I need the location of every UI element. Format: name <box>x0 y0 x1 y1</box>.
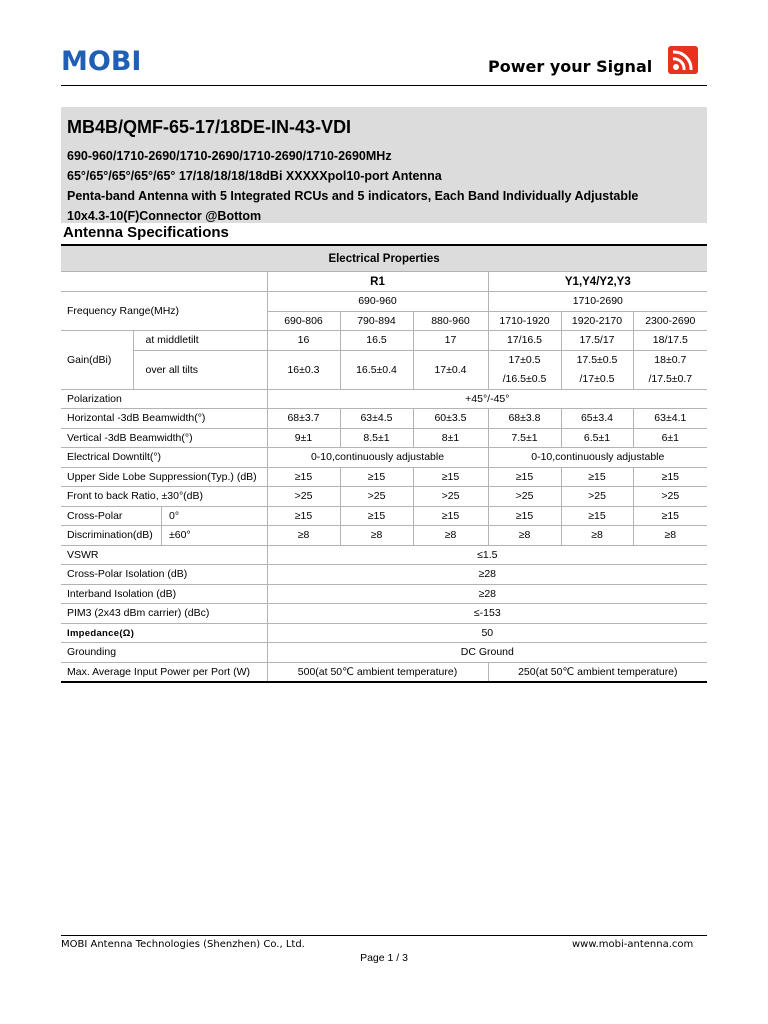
table-row <box>61 565 707 585</box>
vbw-value: 7.5±1 <box>488 428 561 448</box>
table-row <box>61 331 707 351</box>
ibi-value: ≥28 <box>267 584 707 604</box>
gain-value <box>561 350 633 389</box>
gain-value: 17/16.5 <box>488 331 561 351</box>
xpd-value: ≥15 <box>413 506 488 526</box>
gain-value: 16.5 <box>340 331 413 351</box>
polarization-label: Polarization <box>61 389 267 409</box>
polarization-value: +45°/-45° <box>267 389 707 409</box>
table-row <box>61 428 707 448</box>
grounding-value: DC Ground <box>267 643 707 663</box>
grounding-label: Grounding <box>61 643 267 663</box>
footer-url[interactable]: www.mobi-antenna.com <box>572 939 694 950</box>
xpd-value: ≥8 <box>488 526 561 546</box>
header-divider <box>61 85 707 86</box>
ftb-value: >25 <box>488 487 561 507</box>
table-row <box>61 643 707 663</box>
vbw-value: 6±1 <box>633 428 707 448</box>
xpd-value: ≥15 <box>267 506 340 526</box>
gain-value: 17.5/17 <box>561 331 633 351</box>
hbw-value: 68±3.7 <box>267 409 340 429</box>
company-logo: MOBI <box>61 46 142 77</box>
gain-value <box>633 350 707 389</box>
hbw-value: 65±3.4 <box>561 409 633 429</box>
xpd-angle: ±60° <box>169 529 191 541</box>
ftb-value: >25 <box>413 487 488 507</box>
vswr-label: VSWR <box>61 545 267 565</box>
downtilt-value: 0-10,continuously adjustable <box>488 448 707 468</box>
xpd-value: ≥8 <box>340 526 413 546</box>
xpi-label: Cross-Polar Isolation (dB) <box>61 565 267 585</box>
gain-value-line: /17.5±0.7 <box>648 372 693 385</box>
xpd-value: ≥15 <box>633 506 707 526</box>
spec-table <box>61 244 707 683</box>
hbw-value: 60±3.5 <box>413 409 488 429</box>
downtilt-value: 0-10,continuously adjustable <box>267 448 488 468</box>
product-model: MB4B/QMF-65-17/18DE-IN-43-VDI <box>67 117 352 137</box>
usls-value: ≥15 <box>488 467 561 487</box>
gain-value: 16±0.3 <box>267 350 340 389</box>
xpd-value: ≥8 <box>413 526 488 546</box>
sub-band: 690-806 <box>267 311 340 331</box>
table-row <box>61 623 707 643</box>
hbw-value: 63±4.1 <box>633 409 707 429</box>
gain-value-line: /17±0.5 <box>579 372 615 385</box>
gain-value: 18/17.5 <box>633 331 707 351</box>
table-row <box>61 409 707 429</box>
xpd-value: ≥15 <box>561 506 633 526</box>
sub-band: 1920-2170 <box>561 311 633 331</box>
impedance-value: 50 <box>267 623 707 643</box>
footer-divider <box>61 935 707 936</box>
table-row <box>61 350 707 389</box>
vbw-value: 9±1 <box>267 428 340 448</box>
usls-label: Upper Side Lobe Suppression(Typ.) (dB) <box>61 467 267 487</box>
product-beam-line: 65°/65°/65°/65°/65° 17/18/18/18/18dBi XXXXXpol10-port Antenna <box>67 169 442 183</box>
tagline: Power your Signal <box>488 57 653 76</box>
xpd-label-line2: Discrimination(dB) <box>61 526 162 545</box>
vbw-value: 6.5±1 <box>561 428 633 448</box>
xpd-angle: 0° <box>169 509 180 522</box>
table-corner <box>61 272 267 292</box>
usls-value: ≥15 <box>267 467 340 487</box>
section-title: Antenna Specifications <box>63 224 229 241</box>
footer-company: MOBI Antenna Technologies (Shenzhen) Co., Ltd. <box>61 939 305 950</box>
vswr-value: ≤1.5 <box>267 545 707 565</box>
hbw-value: 63±4.5 <box>340 409 413 429</box>
power-value: 500(at 50℃ ambient temperature) <box>267 662 488 682</box>
hbw-label: Horizontal -3dB Beamwidth(°) <box>61 409 267 429</box>
ftb-label: Front to back Ratio, ±30°(dB) <box>61 487 267 507</box>
table-row <box>61 584 707 604</box>
table-row <box>61 467 707 487</box>
freq-label: Frequency Range(MHz) <box>61 292 267 331</box>
band-r1: R1 <box>267 272 488 292</box>
gain-value-line: 17±0.5 <box>508 353 541 366</box>
table-row <box>61 604 707 624</box>
xpd-value: ≥8 <box>561 526 633 546</box>
gain-value: 17 <box>413 331 488 351</box>
vbw-value: 8.5±1 <box>340 428 413 448</box>
product-title-box <box>61 107 707 223</box>
downtilt-label: Electrical Downtilt(°) <box>61 448 267 468</box>
vbw-label: Vertical -3dB Beamwidth(°) <box>61 428 267 448</box>
table-row <box>61 506 707 526</box>
ftb-value: >25 <box>633 487 707 507</box>
gain-value: 17±0.4 <box>413 350 488 389</box>
gain-value: 16.5±0.4 <box>340 350 413 389</box>
sub-band: 790-894 <box>340 311 413 331</box>
gain-value: 16 <box>267 331 340 351</box>
table-caption: Electrical Properties <box>61 245 707 272</box>
xpi-value: ≥28 <box>267 565 707 585</box>
table-row <box>61 487 707 507</box>
gain-label: Gain(dBi) <box>61 331 133 390</box>
xpd-value: ≥15 <box>488 506 561 526</box>
xpd-label-line1: Cross-Polar <box>61 507 162 526</box>
pim-label: PIM3 (2x43 dBm carrier) (dBc) <box>61 604 267 624</box>
gain-value-line: 17.5±0.5 <box>576 353 618 366</box>
table-row <box>61 545 707 565</box>
freq-range-y: 1710-2690 <box>488 292 707 312</box>
xpd-value: ≥8 <box>633 526 707 546</box>
hbw-value: 68±3.8 <box>488 409 561 429</box>
table-row <box>61 448 707 468</box>
usls-value: ≥15 <box>561 467 633 487</box>
pim-value: ≤-153 <box>267 604 707 624</box>
table-row <box>61 526 707 546</box>
table-row <box>61 389 707 409</box>
band-y: Y1,Y4/Y2,Y3 <box>488 272 707 292</box>
ftb-value: >25 <box>340 487 413 507</box>
ibi-label: Interband Isolation (dB) <box>61 584 267 604</box>
power-value: 250(at 50℃ ambient temperature) <box>488 662 707 682</box>
rss-signal-icon <box>668 46 698 74</box>
impedance-label: Impedance(Ω) <box>67 627 135 639</box>
freq-range-r1: 690-960 <box>267 292 488 312</box>
xpd-value: ≥15 <box>340 506 413 526</box>
gain-alltilts-label: over all tilts <box>133 350 267 389</box>
ftb-value: >25 <box>267 487 340 507</box>
gain-value-line: 18±0.7 <box>654 353 687 366</box>
usls-value: ≥15 <box>413 467 488 487</box>
usls-value: ≥15 <box>340 467 413 487</box>
xpd-value: ≥8 <box>267 526 340 546</box>
vbw-value: 8±1 <box>413 428 488 448</box>
ftb-value: >25 <box>561 487 633 507</box>
power-label: Max. Average Input Power per Port (W) <box>61 662 267 682</box>
sub-band: 880-960 <box>413 311 488 331</box>
gain-middletilt-label: at middletilt <box>133 331 267 351</box>
gain-value-line: /16.5±0.5 <box>502 372 547 385</box>
sub-band: 1710-1920 <box>488 311 561 331</box>
product-frequency-line: 690-960/1710-2690/1710-2690/1710-2690/1710-2690MHz <box>67 149 392 163</box>
table-row <box>61 662 707 682</box>
usls-value: ≥15 <box>633 467 707 487</box>
sub-band: 2300-2690 <box>633 311 707 331</box>
product-feature-line: Penta-band Antenna with 5 Integrated RCUs and 5 indicators, Each Band Individually Adjustable <box>67 189 639 203</box>
page-number: Page 1 / 3 <box>360 952 408 964</box>
product-connector-line: 10x4.3-10(F)Connector @Bottom <box>67 209 262 223</box>
gain-value <box>488 350 561 389</box>
